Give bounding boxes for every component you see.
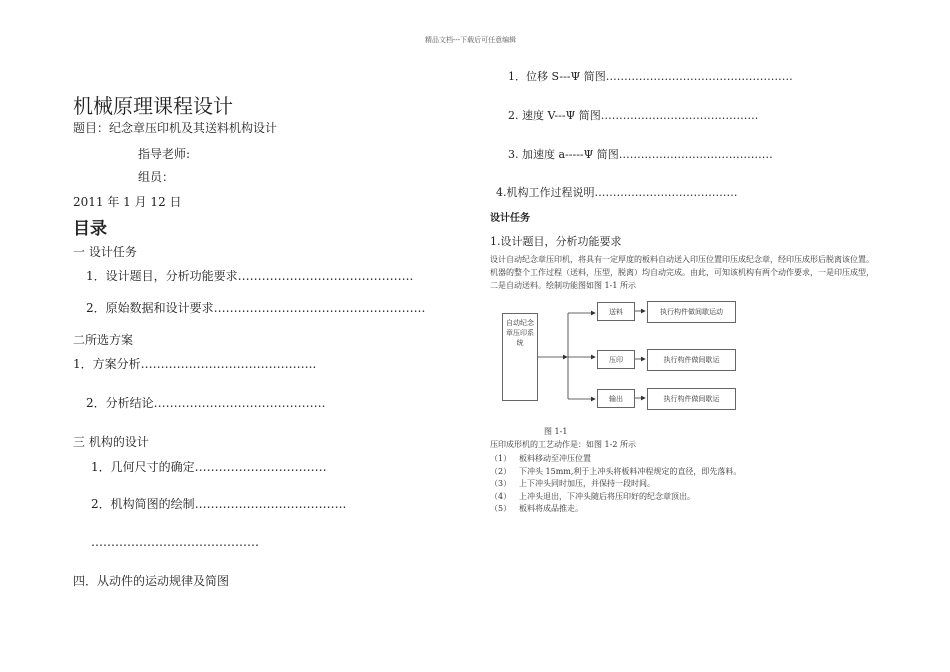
description-paragraph: 设计自动纪念章压印机，将具有一定厚度的板料自动送入印压位置印压成纪念章，经印压成形后脱离该位置。机器的整个工作过程（送料，压型，脱离）均自动完成。由此，可知该机构有两个动作要求，一是印压成型，二是自动送料。绘制功能图如图 1-1 所示 [490, 255, 874, 290]
function-box-feed: 送料 [597, 302, 635, 321]
date-line: 2011 年 1 月 12 日 [73, 195, 182, 209]
figure-caption: 图 1-1 [544, 427, 568, 436]
toc-section-4: 四．从动件的运动规律及简图 [73, 574, 230, 588]
members-line: 组员： [138, 170, 175, 184]
list-number: （4） [490, 492, 512, 501]
page-header: 精品文档---下载后可任意编辑 [425, 36, 517, 44]
list-number: （5） [490, 504, 512, 513]
list-text: 板料将成品推走。 [519, 504, 583, 513]
list-item [490, 502, 583, 515]
list-number: （2） [490, 467, 512, 476]
toc-item: 2. 速度 V---Ψ 简图……………………………………. [508, 109, 759, 122]
toc-heading: 目录 [73, 219, 107, 239]
action-box: 执行构件做间歇运动 [647, 301, 736, 323]
topic-line: 题目：纪念章压印机及其送料机构设计 [73, 121, 278, 135]
toc-item: 1．方案分析…………………………………….. [73, 357, 317, 371]
toc-item: 1．几何尺寸的确定…………………………… [91, 460, 327, 474]
toc-section-3: 三 机构的设计 [73, 435, 149, 449]
toc-section-2: 二所选方案 [73, 333, 134, 347]
list-number: （3） [490, 479, 512, 488]
section-heading: 设计任务 [490, 213, 530, 224]
toc-section-1: 一 设计任务 [73, 245, 137, 259]
toc-item: 2．原始数据和设计要求…………………………………………….. [86, 301, 426, 315]
list-text: 板料移动至冲压位置 [519, 454, 591, 463]
function-box-output: 输出 [597, 389, 635, 408]
sub-heading: 1.设计题目，分析功能要求 [490, 235, 622, 248]
list-item [490, 452, 591, 465]
list-number: （1） [490, 454, 512, 463]
toc-item: 1．设计题目，分析功能要求…………………………………….. [86, 269, 414, 283]
toc-item: 2．机构简图的绘制……………………………….. [91, 497, 347, 511]
list-item [490, 477, 655, 490]
toc-item: 3. 加速度 a-----Ψ 简图…………………………………… [508, 148, 773, 161]
advisor-line: 指导老师: [138, 147, 191, 161]
toc-item: 2．分析结论……………………………………. [86, 396, 326, 410]
toc-item: 4.机构工作过程说明………………………………… [496, 186, 738, 199]
toc-item: 1．位移 S---Ψ 简图…………………………………………… [508, 70, 793, 83]
list-text: 上下冲头同时加压，并保持一段时间。 [519, 479, 655, 488]
process-intro: 压印成形机的工艺动作是：如图 1-2 所示 [490, 440, 636, 449]
list-text: 上冲头退出，下冲头随后将压印好的纪念章顶出。 [519, 492, 695, 501]
system-box: 自动纪念章压印系统 [502, 313, 538, 401]
function-box-press: 压印 [597, 350, 635, 369]
action-box: 执行构件做间歇运 [647, 349, 736, 371]
document-title: 机械原理课程设计 [73, 94, 233, 118]
list-text: 下冲头 15mm,利于上冲头将板料冲程规定的直径，即先落料。 [519, 467, 742, 476]
toc-item: …………………………………… [91, 535, 259, 549]
action-box: 执行构件做间歇运 [647, 388, 736, 410]
